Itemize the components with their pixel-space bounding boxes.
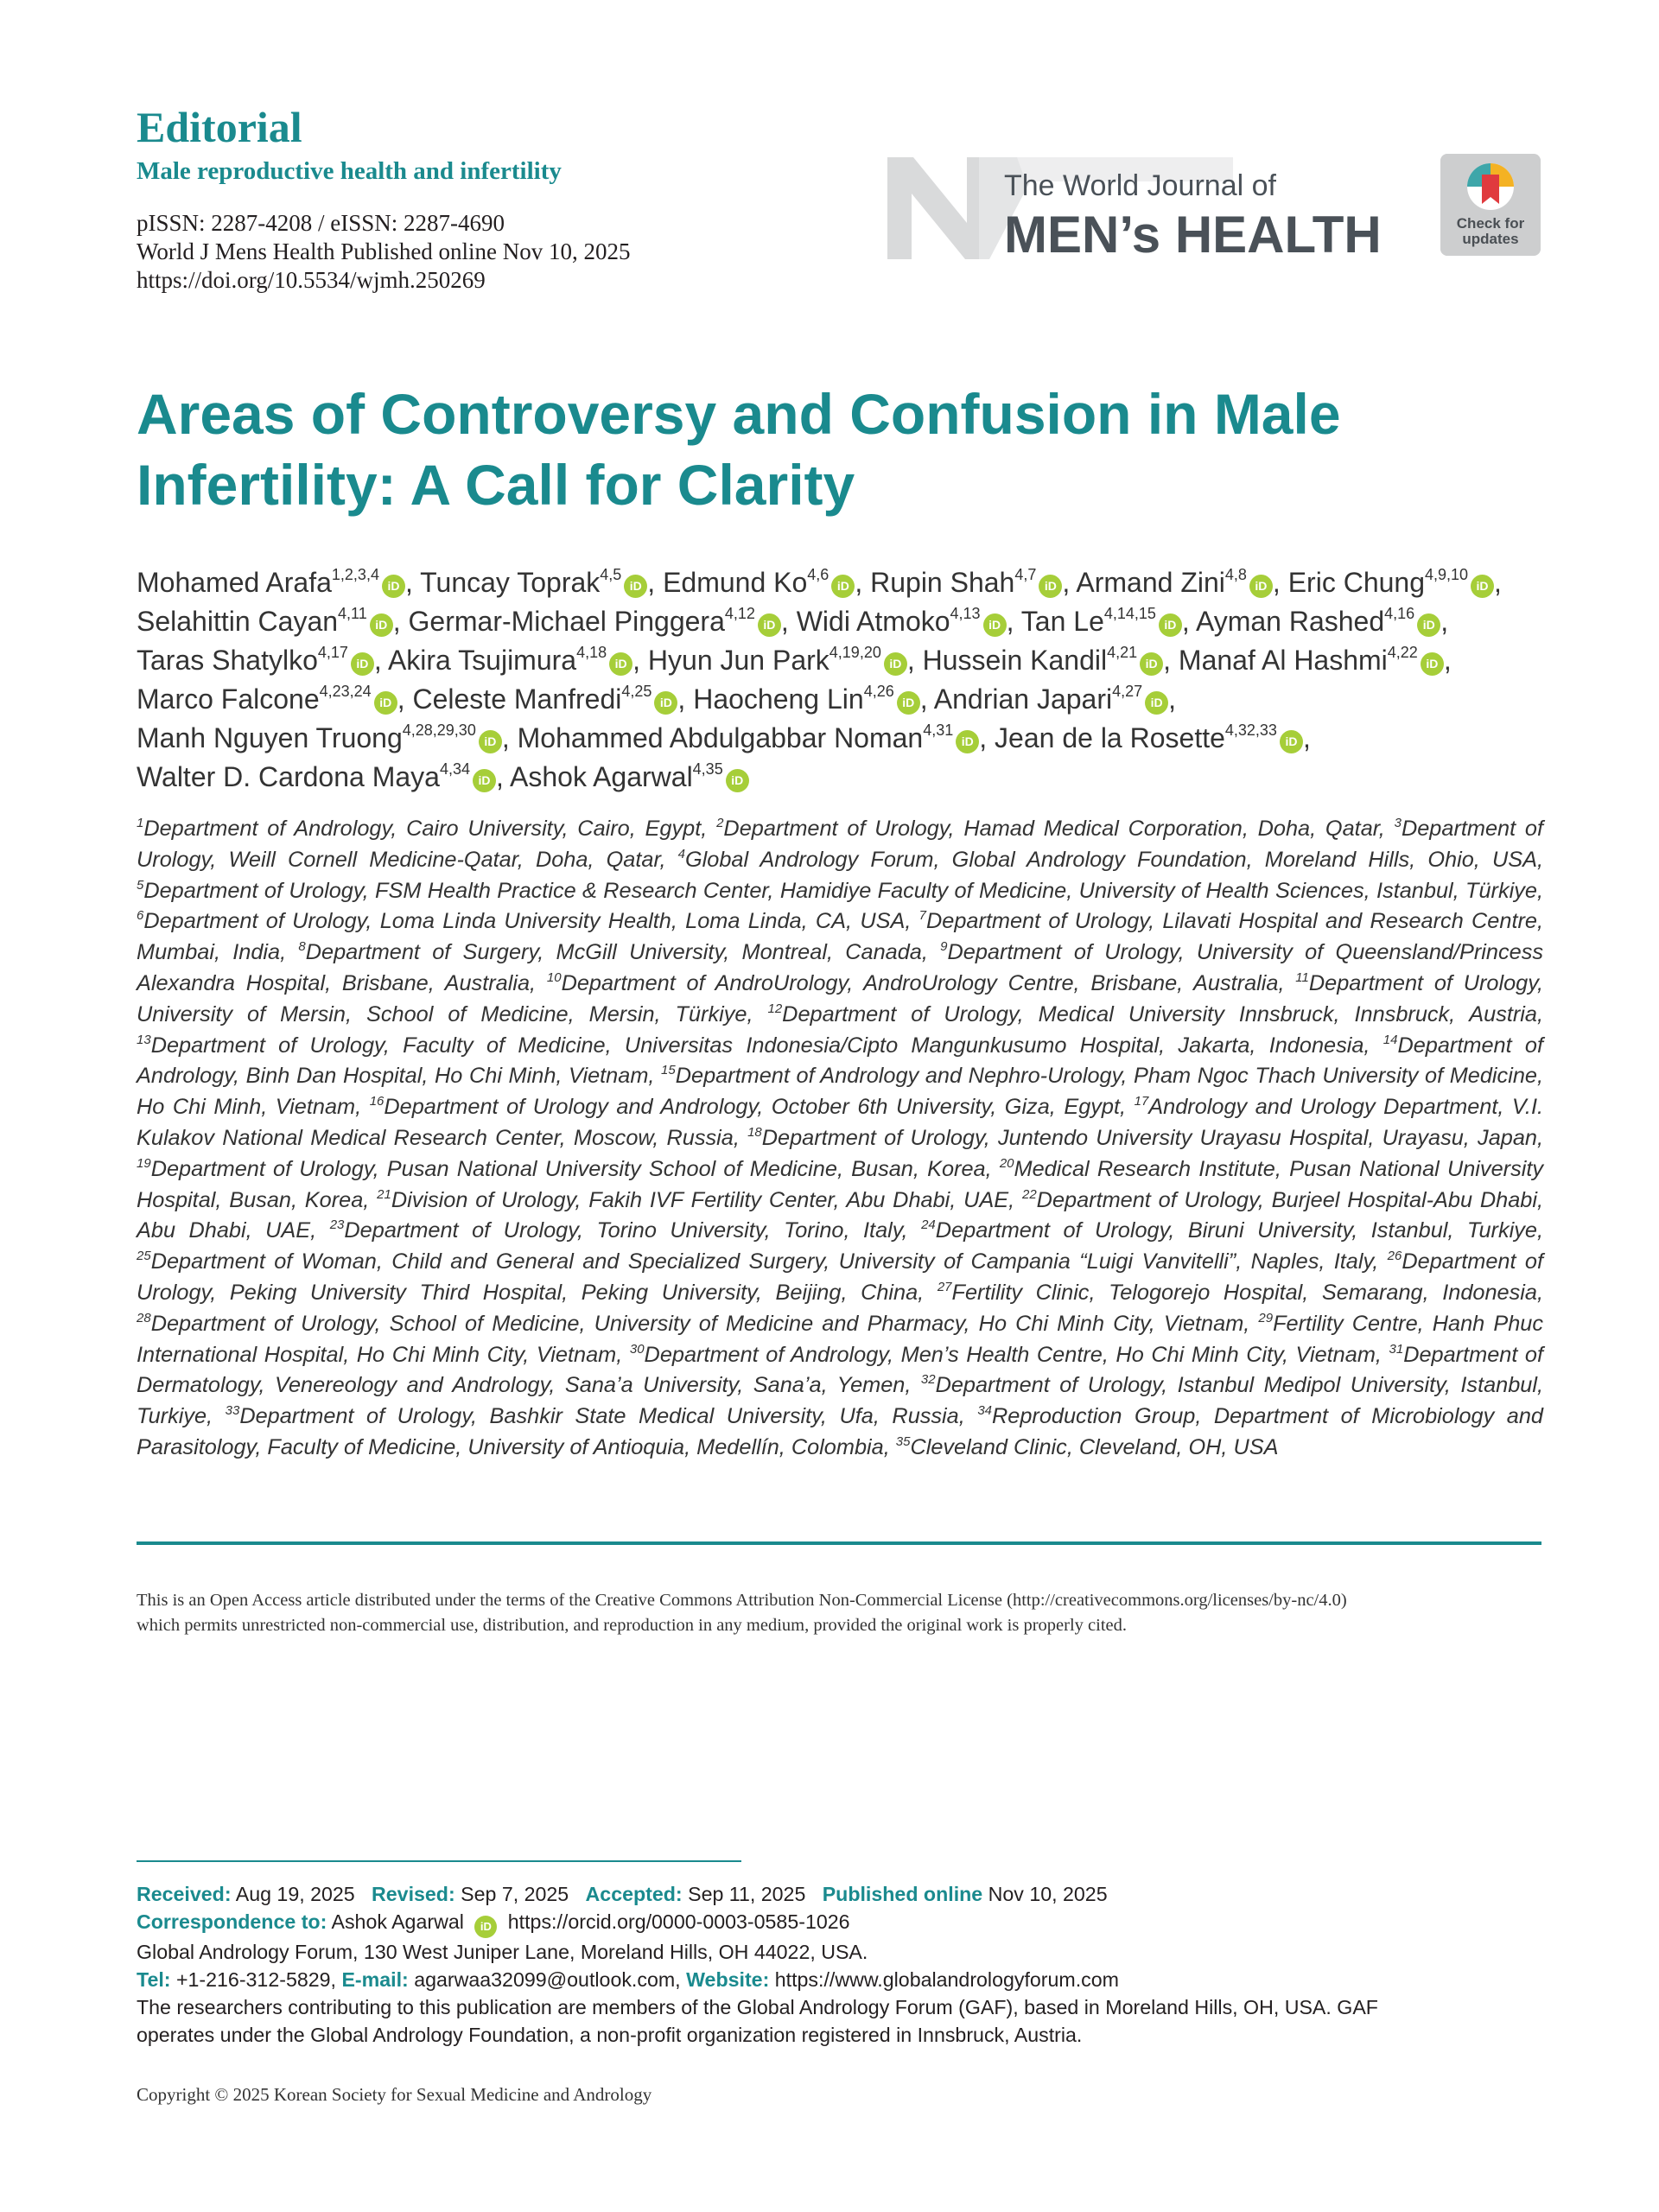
orcid-icon[interactable]: iD (983, 613, 1007, 637)
author-name: Taras Shatylko (137, 645, 318, 676)
author-entry (510, 761, 749, 792)
affiliation-number: 12 (767, 1001, 783, 1016)
affiliation-text: Department of AndroUrology, AndroUrology Centre, Brisbane, Australia, (561, 970, 1285, 995)
affiliation-item (330, 1218, 908, 1243)
orcid-icon[interactable]: iD (479, 730, 502, 753)
affiliation-text: Department of Urology, Bashkir State Medical University, Ufa, Russia, (239, 1404, 965, 1429)
gaf-note-line-1: The researchers contributing to this publication are members of the Global Andrology Forum (GAF), based in Moreland Hills, OH, USA. GAF (137, 1996, 1378, 2018)
affiliation-number: 32 (920, 1372, 936, 1388)
author-affiliation-ref: 1,2,3,4 (331, 566, 379, 583)
section-divider (137, 1541, 1541, 1545)
author-name: Andrian Japari (933, 683, 1113, 715)
affiliation-item (678, 848, 1543, 872)
affiliation-number: 6 (137, 908, 144, 924)
affiliation-text: Department of Woman, Child and General and Specialized Surgery, University of Campania “Luigi Vanvitelli”, Naples, Italy, (150, 1249, 1379, 1274)
orcid-icon[interactable]: iD (897, 691, 920, 715)
orcid-icon[interactable]: iD (1039, 575, 1062, 598)
affiliation-number: 18 (747, 1124, 762, 1140)
author-name: Edmund Ko (663, 567, 808, 598)
affiliation-number: 20 (999, 1155, 1014, 1171)
author-name: Rupin Shah (870, 567, 1015, 598)
dates-line (137, 1880, 1554, 1908)
affiliation-item (226, 1404, 965, 1428)
author-list (137, 563, 1554, 797)
orcid-icon[interactable]: iD (473, 769, 496, 792)
author-entry: Taras Shatylko$^{4,17}$iD , (137, 644, 382, 676)
author-name: Germar-Michael Pinggera (408, 606, 725, 637)
affiliation-number: 31 (1389, 1341, 1404, 1357)
orcid-icon[interactable]: iD (370, 613, 393, 637)
author-name: Tan Le (1020, 606, 1104, 637)
crossmark-icon (1440, 154, 1541, 256)
affiliation-text: Department of Urology, Istanbul Medipol University, Istanbul, Turkiye, (137, 1373, 1544, 1429)
affiliation-item (716, 817, 1385, 841)
correspondence-line (137, 1908, 1554, 1938)
affiliation-text: Department of Andrology and Nephro-Urology, Pham Ngoc Thach University of Medicine, Ho Chi Minh, Vietnam, (137, 1064, 1543, 1120)
orcid-icon[interactable]: iD (1417, 613, 1440, 637)
author-name: Mohamed Arafa (137, 567, 332, 598)
author-entry: Walter D. Cardona Maya$^{4,34}$iD , (137, 760, 504, 792)
author-entry: Germar-Michael Pinggera$^{4,12}$iD , (408, 605, 789, 637)
author-name: Manaf Al Hashmi (1178, 645, 1388, 676)
affiliation-number: 2 (716, 816, 724, 830)
website-link[interactable]: https://www.globalandrologyforum.com (774, 1968, 1119, 1991)
author-entry: Eric Chung$^{4,9,10}$iD , (1287, 566, 1502, 598)
affiliation-item (747, 1126, 1543, 1150)
accepted-label: Accepted: (585, 1883, 683, 1905)
license-line-1: This is an Open Access article distributed under the terms of the Creative Commons Attribution Non-Commercial License (http://creativecommons.org/licenses/by-nc/4.0) (137, 1591, 1347, 1610)
affiliation-item (137, 1033, 1370, 1058)
journal-logo (887, 156, 1421, 261)
affiliation-number: 35 (895, 1433, 911, 1449)
affiliation-text: Department of Urology, Lilavati Hospital and Research Centre, Mumbai, India, (137, 909, 1543, 965)
footer-divider (137, 1860, 741, 1862)
affiliation-number: 28 (137, 1310, 151, 1325)
author-entry: Armand Zini$^{4,8}$iD , (1076, 566, 1281, 598)
author-name: Jean de la Rosette (995, 722, 1225, 753)
author-name: Tuncay Toprak (420, 567, 601, 598)
article-title (137, 378, 1554, 520)
author-entry: Ayman Rashed$^{4,16}$iD , (1195, 605, 1449, 637)
affiliation-text: Department of Urology, Torino University, Torino, Italy, (344, 1218, 908, 1243)
affiliation-item (630, 1343, 1382, 1367)
orcid-icon[interactable]: iD (1471, 575, 1494, 598)
affiliation-text: Department of Andrology, Binh Dan Hospital, Ho Chi Minh, Vietnam, (137, 1033, 1543, 1089)
author-entry: Hyun Jun Park$^{4,19,20}$iD , (647, 644, 915, 676)
author-affiliation-ref: 4,34 (439, 760, 470, 778)
email-label: E-mail: (341, 1968, 409, 1991)
affiliation-text: Department of Urology, Burjeel Hospital-Abu Dhabi, Abu Dhabi, UAE, (137, 1187, 1543, 1243)
section-label: Male reproductive health and infertility (137, 157, 562, 185)
affiliation-number: 34 (977, 1403, 993, 1419)
affiliation-text: Reproduction Group, Department of Microbiology and Parasitology, Faculty of Medicine, University of Antioquia, Medellín, Colombia, (137, 1404, 1544, 1459)
author-name: Ashok Agarwal (510, 761, 693, 792)
affiliation-item (377, 1188, 1014, 1212)
author-entry: Celeste Manfredi$^{4,25}$iD , (412, 683, 686, 715)
revised-date: Sep 7, 2025 (461, 1883, 569, 1905)
affiliation-text: Department of Urology, Loma Linda University Health, Loma Linda, CA, USA, (143, 909, 912, 934)
affiliation-item (137, 879, 1543, 903)
author-affiliation-ref: 4,17 (317, 644, 348, 661)
author-entry: Mohammed Abdulgabbar Noman$^{4,31}$iD , (517, 721, 988, 753)
author-name: Ayman Rashed (1195, 606, 1385, 637)
affiliation-item (137, 1312, 1249, 1336)
affiliation-text: Department of Urology, Hamad Medical Corporation, Doha, Qatar, (723, 817, 1385, 841)
affiliation-number: 7 (918, 908, 926, 924)
author-affiliation-ref: 4,22 (1387, 644, 1418, 661)
orcid-icon[interactable]: iD (831, 575, 855, 598)
orcid-icon[interactable]: iD (726, 769, 749, 792)
author-affiliation-ref: 4,11 (338, 605, 367, 622)
author-affiliation-ref: 4,27 (1112, 683, 1143, 700)
author-entry: Manh Nguyen Truong$^{4,28,29,30}$iD , (137, 721, 510, 753)
affiliation-text: Department of Urology, Pusan National University School of Medicine, Busan, Korea, (150, 1156, 992, 1181)
license-notice (137, 1588, 1541, 1638)
affiliation-number: 16 (369, 1094, 385, 1109)
crossmark-label-1: Check for (1456, 215, 1525, 232)
affiliation-number: 25 (137, 1249, 151, 1264)
affiliation-number: 27 (937, 1279, 952, 1294)
check-for-updates-badge[interactable] (1440, 154, 1541, 256)
author-affiliation-ref: 4,19,20 (829, 644, 881, 661)
orcid-icon[interactable]: iD (382, 575, 405, 598)
author-affiliation-ref: 4,25 (621, 683, 652, 700)
orcid-icon[interactable]: iD (609, 652, 632, 676)
affiliation-text: Fertility Clinic, Telogorejo Hospital, Semarang, Indonesia, (951, 1280, 1543, 1305)
author-affiliation-ref: 4,18 (576, 644, 607, 661)
author-entry: Edmund Ko$^{4,6}$iD , (663, 566, 863, 598)
affiliation-number: 3 (1394, 816, 1402, 830)
author-affiliation-ref: 4,28,29,30 (402, 721, 476, 739)
email-link[interactable]: agarwaa32099@outlook.com, (414, 1968, 681, 1991)
correspondence-label: Correspondence to: (137, 1910, 327, 1933)
author-affiliation-ref: 4,9,10 (1425, 566, 1469, 583)
affiliation-text: Department of Urology, Medical University Innsbruck, Innsbruck, Austria, (782, 1001, 1544, 1027)
affiliation-number: 22 (1021, 1186, 1037, 1202)
author-entry: Hussein Kandil$^{4,21}$iD , (922, 644, 1172, 676)
affiliation-item (370, 1095, 1126, 1119)
orcid-icon[interactable]: iD (1145, 691, 1168, 715)
orcid-icon[interactable]: iD (884, 652, 907, 676)
revised-label: Revised: (372, 1883, 455, 1905)
author-name: Marco Falcone (137, 683, 320, 715)
affiliation-number: 24 (921, 1217, 936, 1233)
contact-line (137, 1966, 1554, 1993)
author-entry: Widi Atmoko$^{4,13}$iD , (796, 605, 1014, 637)
issn-line: pISSN: 2287-4208 / eISSN: 2287-4690 (137, 210, 505, 236)
affiliation-text: Department of Urology, Juntendo University Urayasu Hospital, Urayasu, Japan, (761, 1125, 1543, 1150)
tel-label: Tel: (137, 1968, 171, 1991)
author-affiliation-ref: 4,16 (1384, 605, 1415, 622)
affiliation-text: Department of Andrology, Men’s Health Centre, Ho Chi Minh City, Vietnam, (644, 1342, 1382, 1367)
affiliation-number: 15 (661, 1063, 676, 1078)
affiliation-number: 4 (677, 846, 685, 861)
affiliation-text: Global Andrology Forum, Global Andrology Foundation, Moreland Hills, Ohio, USA, (685, 847, 1543, 872)
author-name: Manh Nguyen Truong (137, 722, 403, 753)
orcid-icon[interactable]: iD (1140, 652, 1163, 676)
author-affiliation-ref: 4,21 (1107, 644, 1138, 661)
author-name: Haocheng Lin (693, 683, 864, 715)
published-date: Nov 10, 2025 (988, 1883, 1108, 1905)
gaf-note-line-2: operates under the Global Andrology Foundation, a non-profit organization registered in Innsbruck, Austria. (137, 2024, 1083, 2046)
journal-name-line1: The World Journal of (1004, 169, 1276, 202)
tel-value: +1-216-312-5829, (175, 1968, 336, 1991)
affiliation-number: 29 (1258, 1310, 1274, 1325)
affiliation-text: Department of Urology and Andrology, October 6th University, Giza, Egypt, (384, 1095, 1127, 1120)
author-entry: Akira Tsujimura$^{4,18}$iD , (387, 644, 641, 676)
affiliation-text: Andrology and Urology Department, V.I. Kulakov National Medical Research Center, Moscow, Russia, (137, 1095, 1543, 1150)
published-line: World J Mens Health Published online Nov 10, 2025 (137, 238, 631, 264)
affiliation-text: Department of Urology, Peking University Third Hospital, Peking University, Beijing, China, (137, 1249, 1543, 1305)
orcid-icon[interactable]: iD (374, 691, 397, 715)
affiliation-text: Cleveland Clinic, Cleveland, OH, USA (910, 1434, 1279, 1459)
author-affiliation-ref: 4,26 (863, 683, 894, 700)
affiliation-item (938, 1281, 1543, 1305)
affiliation-text: Department of Urology, FSM Health Practice & Research Center, Hamidiye Faculty of Medicine, University of Health Sciences, Istanbul, Türkiye, (143, 878, 1543, 903)
author-name: Selahittin Cayan (137, 606, 339, 637)
affiliation-text: Department of Urology, Biruni University, Istanbul, Turkiye, (935, 1218, 1543, 1243)
affiliation-item (137, 909, 911, 933)
affiliation-number: 26 (1387, 1249, 1402, 1264)
author-affiliation-ref: 4,6 (807, 566, 830, 583)
affiliation-item (137, 1249, 1378, 1274)
affiliation-number: 17 (1134, 1094, 1149, 1109)
correspondence-name: Ashok Agarwal (331, 1910, 464, 1933)
author-affiliation-ref: 4,8 (1224, 566, 1247, 583)
affiliation-number: 21 (377, 1186, 391, 1202)
orcid-icon[interactable]: iD (654, 691, 677, 715)
affiliation-item (137, 1157, 992, 1181)
affiliation-item (547, 971, 1285, 995)
affiliation-number: 9 (940, 939, 948, 955)
orcid-icon[interactable]: iD (1280, 730, 1303, 753)
doi-link[interactable]: https://doi.org/10.5534/wjmh.250269 (137, 267, 486, 293)
orcid-icon[interactable]: iD (1159, 613, 1182, 637)
affiliation-text: Fertility Centre, Hanh Phuc International Hospital, Ho Chi Minh City, Vietnam, (137, 1311, 1544, 1367)
author-name: Celeste Manfredi (412, 683, 622, 715)
accepted-date: Sep 11, 2025 (688, 1883, 806, 1905)
orcid-icon[interactable]: iD (758, 613, 781, 637)
affiliation-number: 11 (1295, 969, 1309, 985)
author-affiliation-ref: 4,13 (950, 605, 981, 622)
author-name: Widi Atmoko (796, 606, 950, 637)
author-affiliation-ref: 4,32,33 (1224, 721, 1277, 739)
orcid-icon[interactable]: iD (474, 1916, 497, 1938)
affiliation-text: Division of Urology, Fakih IVF Fertility Center, Abu Dhabi, UAE, (391, 1187, 1015, 1212)
author-affiliation-ref: 4,14,15 (1103, 605, 1156, 622)
author-name: Armand Zini (1076, 567, 1225, 598)
journal-name-line2: MEN’s HEALTH (1004, 206, 1382, 261)
affiliation-text: Department of Andrology, Cairo University, Cairo, Egypt, (143, 817, 708, 841)
affiliation-text: Department of Urology, University of Queensland/Princess Alexandra Hospital, Brisbane, Australia, (137, 940, 1543, 995)
affiliation-text: Department of Urology, School of Medicine, University of Medicine and Pharmacy, Ho Chi Minh City, Vietnam, (150, 1311, 1250, 1336)
website-label: Website: (686, 1968, 770, 1991)
received-label: Received: (137, 1883, 232, 1905)
address-line: Global Andrology Forum, 130 West Juniper Lane, Moreland Hills, OH 44022, USA. (137, 1941, 868, 1963)
affiliation-number: 33 (225, 1403, 240, 1419)
author-entry: Tan Le$^{4,14,15}$iD , (1020, 605, 1190, 637)
affiliation-number: 13 (137, 1032, 151, 1047)
author-name: Hussein Kandil (922, 645, 1108, 676)
author-name: Walter D. Cardona Maya (137, 761, 440, 792)
publication-meta (137, 209, 631, 295)
affiliation-item (896, 1435, 1279, 1459)
author-name: Hyun Jun Park (647, 645, 830, 676)
affiliation-number: 30 (629, 1341, 645, 1357)
affiliation-number: 8 (298, 939, 306, 955)
orcid-icon[interactable]: iD (351, 652, 374, 676)
affiliation-number: 1 (137, 816, 144, 830)
affiliation-number: 19 (137, 1155, 151, 1171)
published-label: Published online (822, 1883, 983, 1905)
affiliation-text: Medical Research Institute, Pusan National University Hospital, Busan, Korea, (137, 1156, 1544, 1212)
affiliation-text: Department of Urology, Weill Cornell Medicine-Qatar, Doha, Qatar, (137, 817, 1544, 872)
affiliation-text: Department of Dermatology, Venereology and Andrology, Sana’a University, Sana’a, Yemen, (137, 1342, 1544, 1398)
article-footer (137, 1880, 1554, 2049)
author-entry: Haocheng Lin$^{4,26}$iD , (693, 683, 928, 715)
author-affiliation-ref: 4,31 (923, 721, 954, 739)
author-entry: Manaf Al Hashmi$^{4,22}$iD , (1178, 644, 1452, 676)
copyright-notice: Copyright © 2025 Korean Society for Sexual Medicine and Andrology (137, 2084, 652, 2105)
received-date: Aug 19, 2025 (235, 1883, 355, 1905)
title-line-2: Infertility: A Call for Clarity (137, 453, 855, 517)
affiliation-item (298, 940, 927, 964)
orcid-icon[interactable]: iD (624, 575, 647, 598)
orcid-icon[interactable]: iD (1421, 652, 1444, 676)
title-line-1: Areas of Controversy and Confusion in Male (137, 382, 1341, 446)
affiliation-number: 5 (137, 877, 144, 893)
author-affiliation-ref: 4,35 (692, 760, 723, 778)
article-type: Editorial (137, 103, 302, 151)
author-name: Eric Chung (1287, 567, 1425, 598)
affiliation-item (767, 1002, 1543, 1027)
author-entry: Rupin Shah$^{4,7}$iD , (870, 566, 1071, 598)
author-affiliation-ref: 4,5 (600, 566, 622, 583)
author-entry: Mohamed Arafa$^{1,2,3,4}$iD , (137, 566, 413, 598)
affiliation-number: 10 (546, 969, 562, 985)
affiliation-text: Department of Urology, University of Mersin, School of Medicine, Mersin, Türkiye, (137, 970, 1544, 1027)
affiliation-text: Department of Surgery, McGill University, Montreal, Canada, (305, 940, 928, 965)
author-affiliation-ref: 4,12 (724, 605, 755, 622)
author-entry: Tuncay Toprak$^{4,5}$iD , (420, 566, 656, 598)
author-name: Mohammed Abdulgabbar Noman (517, 722, 924, 753)
affiliation-item (921, 1218, 1543, 1243)
orcid-icon[interactable]: iD (956, 730, 979, 753)
orcid-link[interactable]: https://orcid.org/0000-0003-0585-1026 (507, 1910, 850, 1933)
author-entry: Marco Falcone$^{4,23,24}$iD , (137, 683, 405, 715)
author-affiliation-ref: 4,7 (1014, 566, 1037, 583)
affiliation-text: Department of Urology, Faculty of Medicine, Universitas Indonesia/Cipto Mangunkusumo Hospital, Jakarta, Indonesia, (150, 1033, 1370, 1058)
crossmark-label-2: updates (1462, 231, 1519, 247)
affiliation-number: 23 (329, 1217, 345, 1233)
license-line-2: which permits unrestricted non-commercial use, distribution, and reproduction in any medium, provided the original work is properly cited. (137, 1616, 1128, 1635)
author-name: Akira Tsujimura (387, 645, 577, 676)
author-entry: Andrian Japari$^{4,27}$iD , (933, 683, 1177, 715)
orcid-icon[interactable]: iD (1249, 575, 1273, 598)
affiliation-list (137, 814, 1543, 1464)
author-entry: Jean de la Rosette$^{4,32,33}$iD , (995, 721, 1311, 753)
affiliation-number: 14 (1382, 1032, 1398, 1047)
author-entry: Selahittin Cayan$^{4,11}$iD , (137, 605, 401, 637)
affiliation-item (137, 817, 707, 841)
author-affiliation-ref: 4,23,24 (319, 683, 372, 700)
